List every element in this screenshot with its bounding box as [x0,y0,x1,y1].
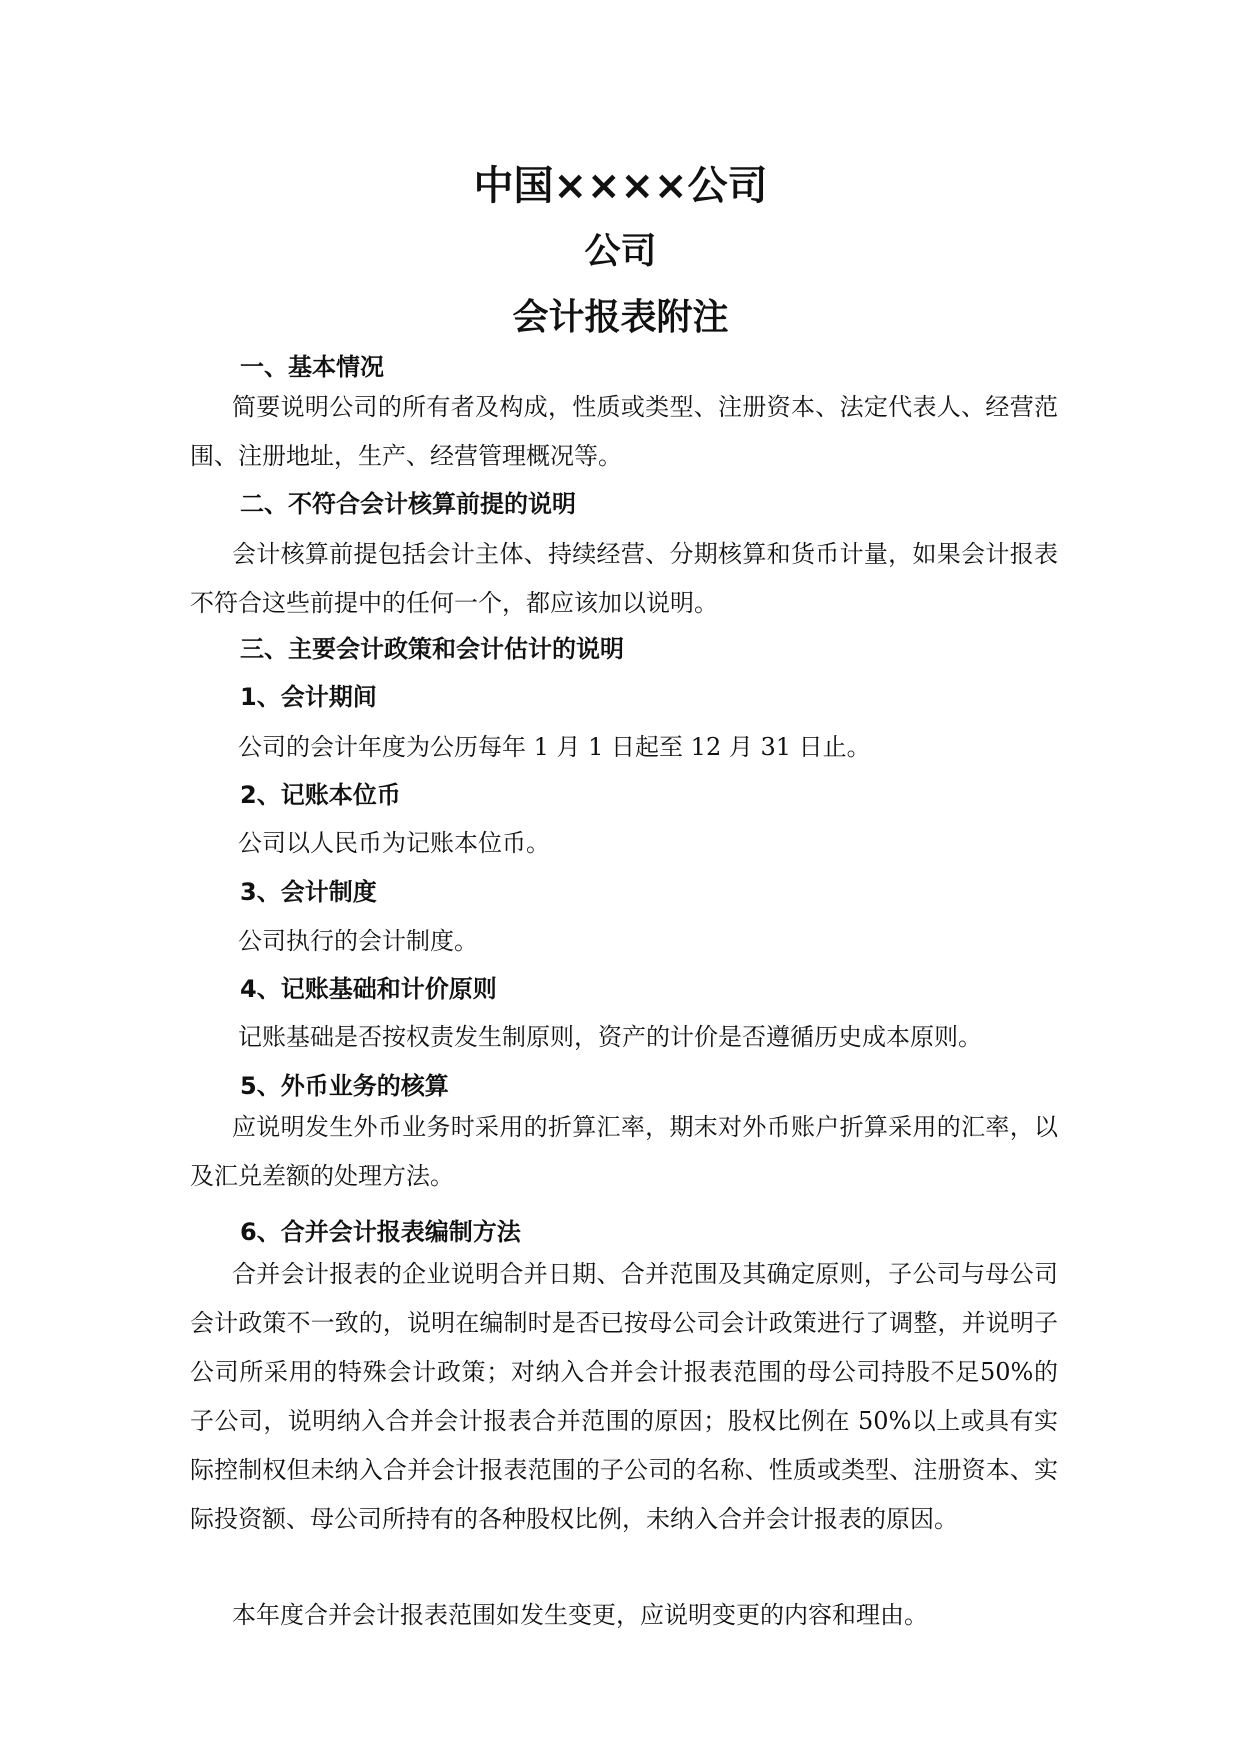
subsection-heading-foreign-currency: 5、外币业务的核算 [240,1072,449,1100]
subsection-body-consolidation: 合并会计报表的企业说明合并日期、合并范围及其确定原则，子公司与母公司会计政策不一致的，说明在编制时是否已按母公司会计政策进行了调整，并说明子公司所采用的特殊会计政策；对纳入合并会计报表范围的母公司持股不足50%的子公司，说明纳入合并会计报表合并范围的原因；股权比例在 50%以上或具有实际控制权但未纳入合并会计报表范围的子公司的名称、性质或类型、注册资本、实际投资额、母公司所持有的各种股权比例，未纳入合并会计报表的原因。 [190,1260,1058,1533]
section-body-basic-info: 简要说明公司的所有者及构成，性质或类型、注册资本、法定代表人、经营范围、注册地址，生产、经营管理概况等。 [190,393,1058,470]
section-body-accounting-premise: 会计核算前提包括会计主体、持续经营、分期核算和货币计量，如果会计报表不符合这些前提中的任何一个，都应该加以说明。 [190,540,1058,617]
subsection-heading-accounting-period: 1、会计期间 [240,683,377,711]
company-subtitle: 公司 [584,231,657,272]
subsection-heading-accounting-basis: 4、记账基础和计价原则 [240,975,497,1003]
section-heading-basic-info: 一、基本情况 [240,353,384,381]
section-heading-accounting-premise: 二、不符合会计核算前提的说明 [240,490,576,518]
subsection-heading-currency: 2、记账本位币 [240,781,401,809]
report-title: 会计报表附注 [512,297,729,338]
subsection-body-accounting-period: 公司的会计年度为公历每年 1 月 1 日起至 12 月 31 日止。 [238,733,871,761]
section-heading-accounting-policies: 三、主要会计政策和会计估计的说明 [240,635,624,663]
subsection-body-accounting-basis: 记账基础是否按权责发生制原则，资产的计价是否遵循历史成本原则。 [238,1023,982,1051]
subsection-body-foreign-currency: 应说明发生外币业务时采用的折算汇率，期末对外币账户折算采用的汇率，以及汇兑差额的处理方法。 [190,1113,1058,1190]
company-title: 中国××××公司 [473,163,768,209]
subsection-heading-accounting-system: 3、会计制度 [240,878,377,906]
subsection-body-consolidation-change: 本年度合并会计报表范围如发生变更，应说明变更的内容和理由。 [232,1601,928,1629]
subsection-body-currency: 公司以人民币为记账本位币。 [238,829,550,857]
subsection-heading-consolidation: 6、合并会计报表编制方法 [240,1218,521,1246]
subsection-body-accounting-system: 公司执行的会计制度。 [238,927,478,955]
